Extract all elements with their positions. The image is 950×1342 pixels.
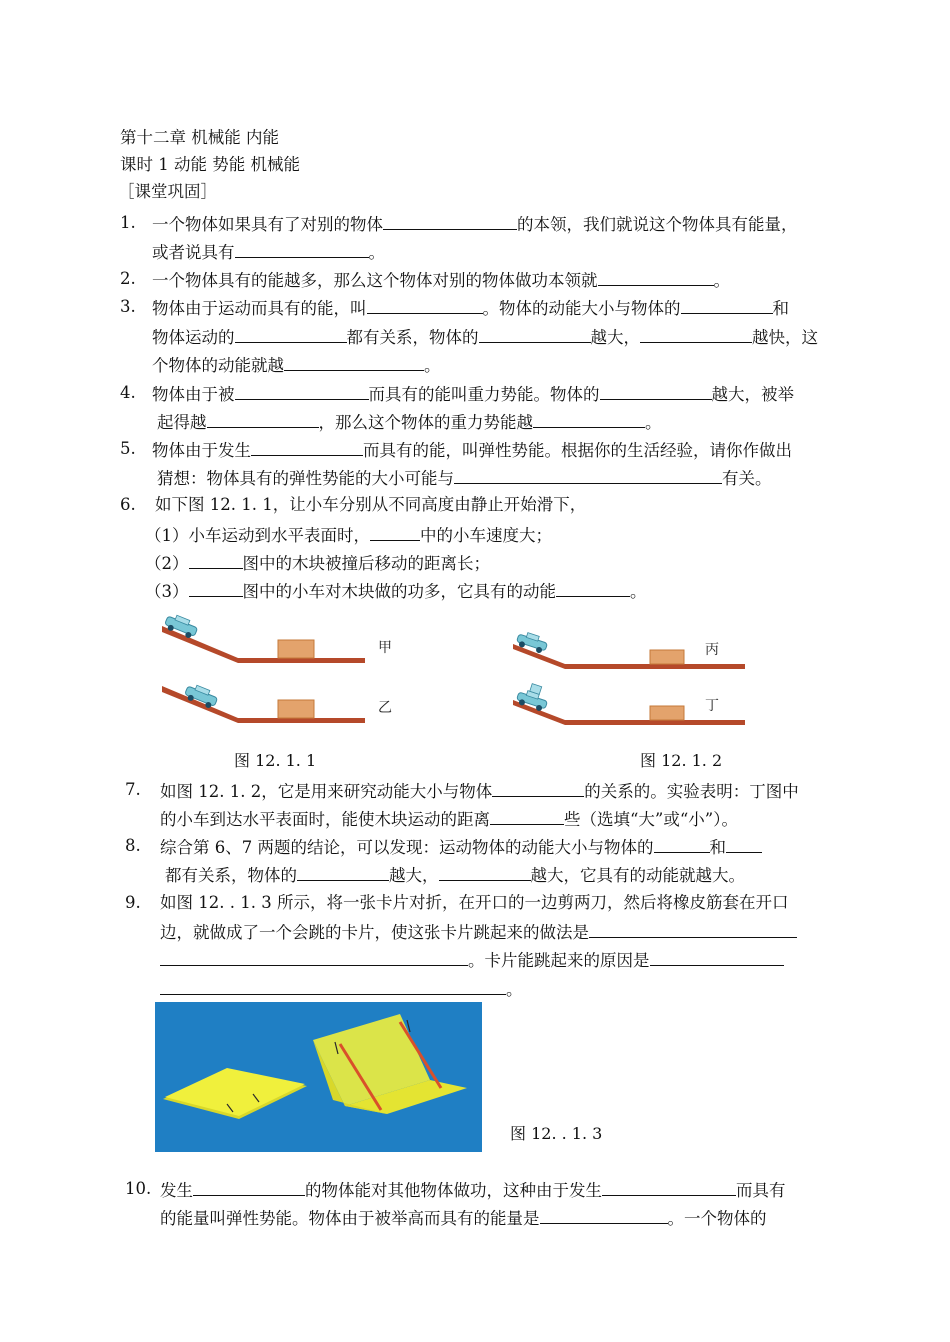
q4-blank-4[interactable]	[533, 411, 645, 428]
q9-blank-3[interactable]	[650, 949, 784, 966]
q8-blank-2[interactable]	[726, 836, 762, 853]
q7-number: 7.	[125, 780, 141, 799]
q3-text-a: 物体由于运动而具有的能，叫	[152, 299, 367, 318]
q8-text-d: 越大，	[389, 866, 439, 885]
q10-blank-2[interactable]	[602, 1179, 736, 1196]
q2-number: 2.	[120, 269, 136, 288]
q1-text-d: 。	[368, 243, 385, 262]
q6-sub1-a: （1）小车运动到水平表面时，	[145, 526, 370, 545]
q3-blank-2[interactable]	[681, 297, 773, 314]
q10-text-e: 。一个物体的	[667, 1209, 767, 1228]
q6-blank-3[interactable]	[189, 580, 243, 597]
q6-sub3	[145, 580, 647, 602]
section-heading: ［课堂巩固］	[118, 182, 217, 201]
q4-text-d: 起得越	[157, 413, 207, 432]
q1-number: 1.	[120, 213, 136, 232]
q8-blank-1[interactable]	[654, 836, 710, 853]
q8-text-a: 综合第 6、7 两题的结论，可以发现：运动物体的动能大小与物体的	[160, 838, 654, 857]
q9-line4	[160, 978, 523, 1000]
q7-text-c: 的小车到达水平表面时，能使木块运动的距离	[160, 810, 490, 829]
q5-blank-1[interactable]	[251, 439, 363, 456]
q5-text-c: 猜想：物体具有的弹性势能的大小可能与	[157, 469, 454, 488]
q1-text-b: 的本领，我们就说这个物体具有能量，	[517, 215, 798, 234]
q8-line1	[160, 836, 762, 858]
q3-text-f: 越大，	[590, 328, 640, 347]
q3-line2	[152, 326, 818, 348]
q10-text-d: 的能量叫弹性势能。物体由于被举高而具有的能量是	[160, 1209, 540, 1228]
q9-line1: 如图 12. . 1. 3 所示，将一张卡片对折，在开口的一边剪两刀，然后将橡皮筋套在开口	[160, 893, 789, 912]
q3-text-c: 和	[772, 299, 789, 318]
q10-text-c: 而具有	[736, 1181, 786, 1200]
q4-line1	[152, 383, 794, 405]
q2-text-b: 。	[713, 271, 730, 290]
q5-line2	[157, 467, 772, 489]
q4-text-c: 越大，被举	[711, 385, 794, 404]
q8-text-e: 越大，它具有的动能就越大。	[530, 866, 745, 885]
q7-text-d: 些（选填“大”或“小”）。	[564, 810, 738, 829]
q9-text-b: 边，就做成了一个会跳的卡片，使这张卡片跳起来的做法是	[160, 923, 589, 942]
q9-line2	[160, 921, 797, 943]
q5-number: 5.	[120, 439, 136, 458]
label-bing: 丙	[705, 642, 719, 658]
q7-text-b: 的关系的。实验表明：丁图中	[584, 782, 799, 801]
chapter-title: 第十二章 机械能 内能	[120, 128, 279, 147]
q5-blank-2[interactable]	[454, 467, 722, 484]
q5-text-a: 物体由于发生	[152, 441, 251, 460]
q7-text-a: 如图 12. 1. 2，它是用来研究动能大小与物体	[160, 782, 493, 801]
q6-sub3-c: 。	[630, 582, 647, 601]
q9-blank-2[interactable]	[160, 949, 468, 966]
caption-12-1-2: 图 12. 1. 2	[640, 751, 723, 770]
q8-blank-4[interactable]	[439, 864, 531, 881]
q10-blank-1[interactable]	[193, 1179, 305, 1196]
q9-line3	[160, 949, 784, 971]
q7-blank-2[interactable]	[490, 808, 564, 825]
label-jia: 甲	[378, 640, 392, 656]
q4-blank-3[interactable]	[207, 411, 319, 428]
wood-block	[650, 650, 684, 664]
q6-sub1	[145, 524, 552, 546]
q6-sub2-b: 图中的木块被撞后移动的距离长；	[242, 554, 490, 573]
q1-blank-2[interactable]	[235, 241, 369, 258]
q6-sub3-b: 图中的小车对木块做的功多，它具有的动能	[242, 582, 556, 601]
q7-line2	[160, 808, 738, 830]
q3-line3	[152, 354, 441, 376]
q8-line2	[165, 864, 745, 886]
q2-blank-1[interactable]	[598, 269, 714, 286]
q3-text-b: 。物体的动能大小与物体的	[482, 299, 681, 318]
q10-blank-3[interactable]	[540, 1207, 668, 1224]
q1-blank-1[interactable]	[383, 213, 517, 230]
q1-line1	[152, 213, 798, 235]
caption-12-1-1: 图 12. 1. 1	[234, 751, 317, 770]
q10-line1	[160, 1179, 786, 1201]
label-ding: 丁	[705, 698, 719, 714]
q6-blank-1[interactable]	[370, 524, 420, 541]
q10-number: 10.	[125, 1179, 152, 1198]
q3-text-i: 。	[424, 356, 441, 375]
q5-text-d: 有关。	[722, 469, 772, 488]
q8-text-b: 和	[709, 838, 726, 857]
q3-text-e: 都有关系，物体的	[346, 328, 479, 347]
q2-line1	[152, 269, 730, 291]
q1-text-c: 或者说具有	[152, 243, 235, 262]
q4-blank-1[interactable]	[235, 383, 369, 400]
q5-line1	[152, 439, 792, 461]
q6-sub2	[145, 552, 490, 574]
wood-block	[278, 700, 314, 718]
figure-12-1-2	[505, 630, 750, 735]
q3-blank-3[interactable]	[235, 326, 347, 343]
q3-number: 3.	[120, 297, 136, 316]
q6-blank-2[interactable]	[189, 552, 243, 569]
q6-blank-4[interactable]	[556, 580, 630, 597]
q6-sub3-a: （3）	[145, 582, 189, 601]
q3-text-g: 越快，这	[752, 328, 818, 347]
q8-text-c: 都有关系，物体的	[165, 866, 297, 885]
q4-text-e: ，那么这个物体的重力势能越	[318, 413, 533, 432]
q3-blank-4[interactable]	[479, 326, 591, 343]
q9-number: 9.	[125, 893, 141, 912]
q9-text-d: 。	[506, 980, 523, 999]
q4-text-a: 物体由于被	[152, 385, 235, 404]
q9-blank-1[interactable]	[589, 921, 797, 938]
q4-text-b: 而具有的能叫重力势能。物体的	[368, 385, 600, 404]
q3-blank-6[interactable]	[284, 354, 424, 371]
q9-blank-4[interactable]	[160, 978, 506, 995]
q3-blank-5[interactable]	[640, 326, 752, 343]
q6-sub1-b: 中的小车速度大；	[420, 526, 552, 545]
q3-line1	[152, 297, 789, 319]
ramp-jia	[162, 612, 392, 663]
q10-text-b: 的物体能对其他物体做功，这种由于发生	[305, 1181, 602, 1200]
q7-line1	[160, 780, 799, 802]
q4-blank-2[interactable]	[600, 383, 712, 400]
q8-number: 8.	[125, 836, 141, 855]
q10-line2	[160, 1207, 767, 1229]
figure-12-1-3	[155, 1002, 482, 1152]
q7-blank-1[interactable]	[492, 780, 584, 797]
q4-text-f: 。	[645, 413, 662, 432]
ramp-ding	[513, 681, 745, 725]
q6-number: 6.	[120, 495, 136, 514]
q2-text-a: 一个物体具有的能越多，那么这个物体对别的物体做功本领就	[152, 271, 598, 290]
q3-text-h: 个物体的动能就越	[152, 356, 284, 375]
q8-blank-3[interactable]	[297, 864, 389, 881]
q1-text-a: 一个物体如果具有了对别的物体	[152, 215, 383, 234]
lesson-title: 课时 1 动能 势能 机械能	[120, 155, 300, 174]
q3-blank-1[interactable]	[367, 297, 483, 314]
wood-block	[650, 706, 684, 720]
q6-line1: 如下图 12. 1. 1，让小车分别从不同高度由静止开始滑下，	[155, 495, 587, 514]
ramp-yi	[162, 682, 392, 723]
q4-number: 4.	[120, 383, 136, 402]
q1-line2	[152, 241, 385, 263]
ramp-bing	[513, 630, 745, 669]
q4-line2	[157, 411, 662, 433]
label-yi: 乙	[378, 700, 392, 716]
wood-block	[278, 640, 314, 658]
q5-text-b: 而具有的能，叫弹性势能。根据你的生活经验，请你作做出	[363, 441, 792, 460]
q6-sub2-a: （2）	[145, 554, 189, 573]
q9-text-c: 。卡片能跳起来的原因是	[468, 951, 650, 970]
caption-12-1-3: 图 12. . 1. 3	[510, 1124, 603, 1143]
q3-text-d: 物体运动的	[152, 328, 235, 347]
q10-text-a: 发生	[160, 1181, 193, 1200]
figure-12-1-1	[150, 610, 420, 740]
